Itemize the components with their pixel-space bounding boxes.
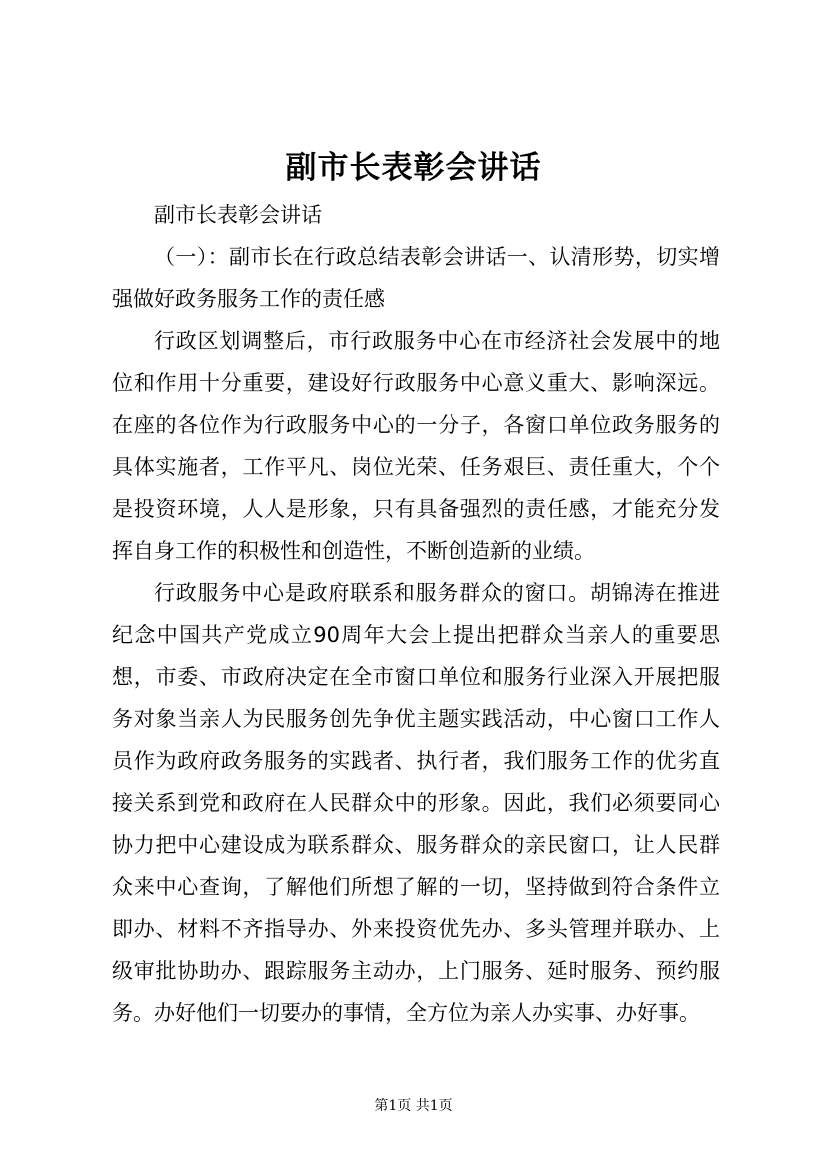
document-body xyxy=(112,194,720,1034)
document-title: 副市长表彰会讲话 xyxy=(285,150,542,186)
paragraph-section-heading: （一）：副市长在行政总结表彰会讲话一、认清形势，切实增强做好政务服务工作的责任感 xyxy=(112,245,720,311)
paragraph-body-1: 行政区划调整后，市行政服务中心在市经济社会发展中的地位和作用十分重要，建设好行政服务中心意义重大、影响深远。在座的各位作为行政服务中心的一分子，各窗口单位政务服务的具体实施者，工作平凡、岗位光荣、任务艰巨、责任重大，个个是投资环境，人人是形象，只有具备强烈的责任感，才能充分发挥自身工作的积极性和创造性，不断创造新的业绩。 xyxy=(112,329,720,563)
page-number-footer: 第1页 共1页 xyxy=(374,1098,453,1114)
paragraph-subtitle: 副市长表彰会讲话 xyxy=(154,203,322,227)
paragraph-body-2: 行政服务中心是政府联系和服务群众的窗口。胡锦涛在推进纪念中国共产党成立90周年大会上提出把群众当亲人的重要思想，市委、市政府决定在全市窗口单位和服务行业深入开展把服务对象当亲人为民服务创先争优主题实践活动，中心窗口工作人员作为政府政务服务的实践者、执行者，我们服务工作的优劣直接关系到党和政府在人民群众中的形象。因此，我们必须要同心协力把中心建设成为联系群众、服务群众的亲民窗口，让人民群众来中心查询，了解他们所想了解的一切，坚持做到符合条件立即办、材料不齐指导办、外来投资优先办、多头管理并联办、上级审批协助办、跟踪服务主动办，上门服务、延时服务、预约服务。办好他们一切要办的事情，全方位为亲人办实事、办好事。 xyxy=(112,581,720,1025)
